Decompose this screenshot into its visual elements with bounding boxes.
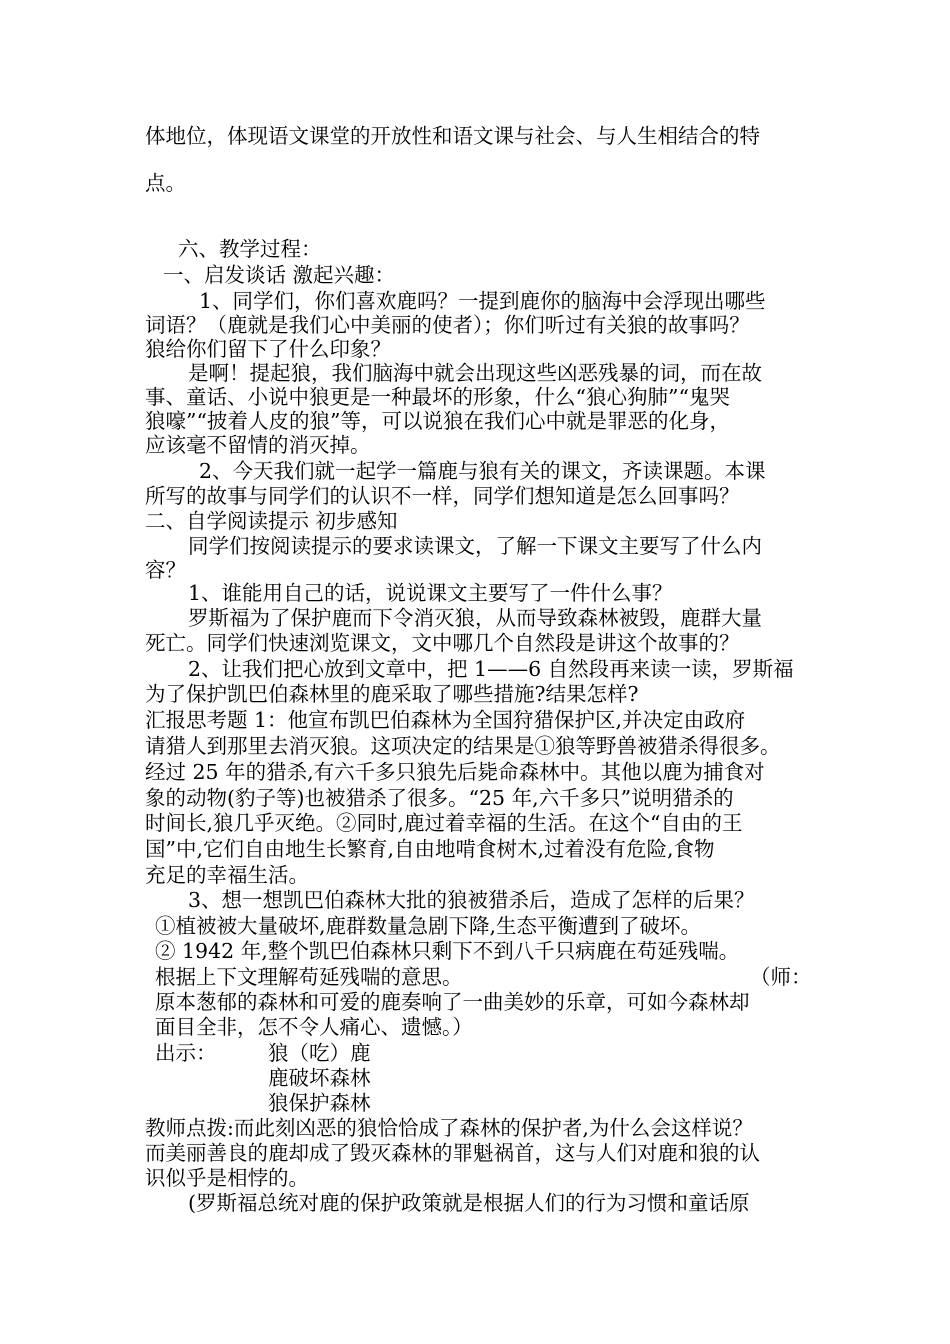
text-line: 经过 25 年的猎杀,有六千多只狼先后毙命森林中。其他以鹿为捕食对 <box>145 760 765 784</box>
text-line: 应该毫不留情的消灭掉。 <box>145 433 371 457</box>
text-line: 容？ <box>145 558 186 582</box>
text-line: 罗斯福为了保护鹿而下令消灭狼，从而导致森林被毁，鹿群大量 <box>188 606 762 630</box>
text-line: 2、今天我们就一起学一篇鹿与狼有关的课文，齐读课题。本课 <box>199 459 766 483</box>
text-line: 事、童话、小说中狼更是一种最坏的形象，什么“狼心狗肺”“鬼哭 <box>145 385 730 409</box>
text-line: 死亡。同学们快速浏览课文，文中哪几个自然段是讲这个故事的？ <box>145 631 740 655</box>
text-line: 体地位，体现语文课堂的开放性和语文课与社会、与人生相结合的特 <box>145 124 760 148</box>
text-line: 根据上下文理解苟延残喘的意思。 <box>155 965 463 989</box>
display-item: 狼保护森林 <box>268 1091 371 1115</box>
text-line: ② 1942 年,整个凯巴伯森林只剩下不到八千只病鹿在苟延残喘。 <box>155 939 740 963</box>
text-line: 国”中,它们自由地生长繁育,自由地啃食树木,过着没有危险,食物 <box>145 837 715 861</box>
text-line: 狼给你们留下了什么印象？ <box>145 337 391 361</box>
text-line: 2、让我们把心放到文章中，把 1——6 自然段再来读一读，罗斯福 <box>188 657 794 681</box>
display-item: 鹿破坏森林 <box>268 1066 371 1090</box>
text-line: 请猎人到那里去消灭狼。这项决定的结果是①狼等野兽被猎杀得很多。 <box>145 734 781 758</box>
display-item: 狼（吃）鹿 <box>268 1041 371 1065</box>
text-line: 充足的幸福生活。 <box>145 863 309 887</box>
text-line: 象的动物(豹子等)也被猎杀了很多。“25 年,六千多只”说明猎杀的 <box>145 786 734 810</box>
text-line: 是啊！提起狼，我们脑海中就会出现这些凶恶残暴的词，而在故 <box>188 361 762 385</box>
text-line: 为了保护凯巴伯森林里的鹿采取了哪些措施?结果怎样? <box>145 682 639 706</box>
text-line: 识似乎是相悖的。 <box>145 1166 309 1190</box>
display-label: 出示： <box>155 1041 217 1065</box>
text-line: （师： <box>750 965 812 989</box>
section-heading: 一、启发谈话 激起兴趣： <box>163 263 396 287</box>
text-line: 狼嚎”“披着人皮的狼”等，可以说狼在我们心中就是罪恶的化身， <box>145 409 730 433</box>
text-line: 词语？（鹿就是我们心中美丽的使者）；你们听过有关狼的故事吗？ <box>145 313 750 337</box>
text-line: 原本葱郁的森林和可爱的鹿奏响了一曲美妙的乐章，可如今森林却 <box>155 990 750 1014</box>
text-line: 同学们按阅读提示的要求读课文，了解一下课文主要写了什么内 <box>188 534 762 558</box>
text-line: 汇报思考题 1：他宣布凯巴伯森林为全国狩猎保护区,并决定由政府 <box>145 708 746 732</box>
text-line: 教师点拨:而此刻凶恶的狼恰恰成了森林的保护者,为什么会这样说？ <box>145 1116 753 1140</box>
text-line: 面目全非，怎不令人痛心、遗憾。） <box>155 1015 473 1039</box>
text-line: (罗斯福总统对鹿的保护政策就是根据人们的行为习惯和童话原 <box>188 1191 750 1215</box>
section-heading: 二、自学阅读提示 初步感知 <box>145 509 398 533</box>
text-line: 时间长,狼几乎灭绝。②同时,鹿过着幸福的生活。在这个“自由的王 <box>145 811 743 835</box>
text-line: 点。 <box>145 171 186 195</box>
text-line: 而美丽善良的鹿却成了毁灭森林的罪魁祸首，这与人们对鹿和狼的认 <box>145 1141 760 1165</box>
text-line: 1、谁能用自己的话，说说课文主要写了一件什么事？ <box>188 581 673 605</box>
text-line: 所写的故事与同学们的认识不一样，同学们想知道是怎么回事吗？ <box>145 484 740 508</box>
section-heading: 六、教学过程： <box>178 237 322 261</box>
text-line: 1、同学们，你们喜欢鹿吗？一提到鹿你的脑海中会浮现出哪些 <box>199 289 766 313</box>
text-line: 3、想一想凯巴伯森林大批的狼被猎杀后，造成了怎样的后果？ <box>188 888 755 912</box>
text-line: ①植被被大量破坏,鹿群数量急剧下降,生态平衡遭到了破坏。 <box>155 914 702 938</box>
